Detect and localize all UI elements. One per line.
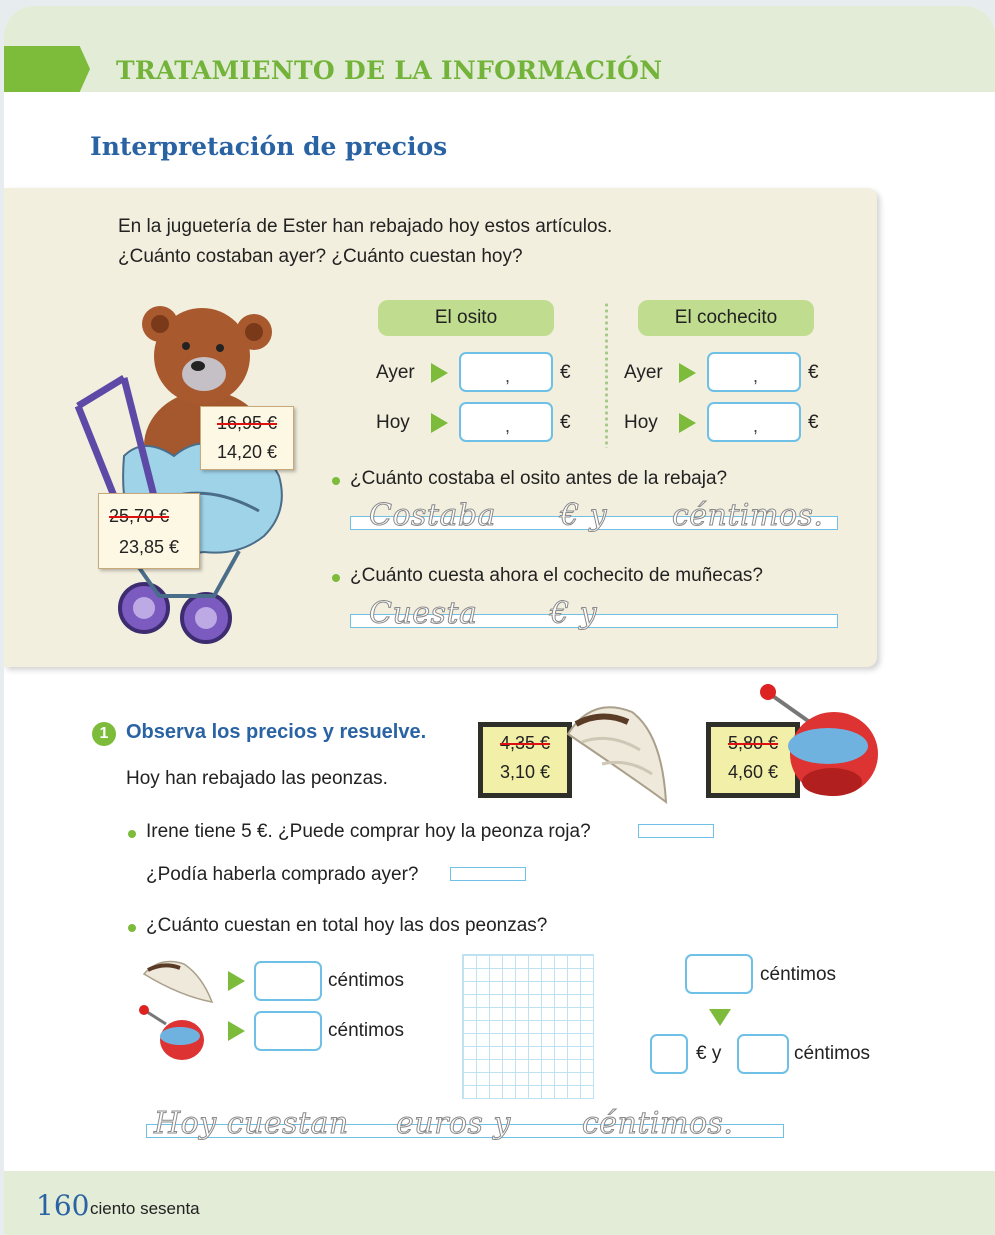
cursive-euro-y: € y xyxy=(550,596,598,631)
toy-illustration xyxy=(64,296,304,656)
bullet-icon xyxy=(332,477,340,485)
white-top-centimos-input[interactable] xyxy=(254,961,322,1001)
pram-price-tag xyxy=(98,493,200,569)
decimal-comma: , xyxy=(753,366,759,386)
osito-header: El osito xyxy=(378,300,554,336)
centimos-label: céntimos xyxy=(760,964,837,985)
question-red-top-yesterday: ¿Podía haberla comprado ayer? xyxy=(146,864,419,885)
euro-y-label: € y xyxy=(696,1043,722,1064)
red-spinning-top-small-icon xyxy=(138,1004,208,1066)
osito-ayer-label: Ayer xyxy=(376,362,415,383)
cursive-centimos: céntimos. xyxy=(672,498,824,533)
arrow-right-icon xyxy=(679,413,696,433)
euro-sign: € xyxy=(560,412,571,433)
cochecito-header: El cochecito xyxy=(638,300,814,336)
osito-hoy-label: Hoy xyxy=(376,412,410,433)
centimos-label: céntimos xyxy=(794,1043,871,1064)
intro-line-1: En la juguetería de Ester han rebajado hoy estos artículos. xyxy=(118,216,613,237)
euro-sign: € xyxy=(808,412,819,433)
decimal-comma: , xyxy=(505,416,511,436)
bullet-icon xyxy=(128,830,136,838)
exercise-number: 1 xyxy=(92,722,116,746)
decimal-comma: , xyxy=(505,366,511,386)
answer-red-top-yesterday[interactable] xyxy=(450,867,526,881)
question-total-today: ¿Cuánto cuestan en total hoy las dos peonzas? xyxy=(146,915,548,936)
cursive-costaba: Costaba xyxy=(369,498,496,533)
exercise-subtitle: Hoy han rebajado las peonzas. xyxy=(126,768,388,789)
centimos-label: céntimos xyxy=(328,970,405,991)
cochecito-ayer-label: Ayer xyxy=(624,362,663,383)
pram-old-price: 25,70 € xyxy=(109,506,170,526)
page-number: 160 xyxy=(36,1189,90,1222)
white-top-price-tag xyxy=(478,722,572,798)
question-cochecito-now: ¿Cuánto cuesta ahora el cochecito de muñecas? xyxy=(350,565,763,586)
exercise-title: Observa los precios y resuelve. xyxy=(126,721,427,743)
bullet-icon xyxy=(128,924,136,932)
bear-new-price: 14,20 € xyxy=(216,442,278,462)
cursive-hoy-cuestan: Hoy cuestan xyxy=(154,1106,349,1141)
centimos-label: céntimos xyxy=(328,1020,405,1041)
white-spinning-top-small-icon xyxy=(140,956,214,1006)
total-euros-input[interactable] xyxy=(650,1034,688,1074)
red-top-old-price: 5,80 € xyxy=(727,733,779,753)
arrow-right-icon xyxy=(679,363,696,383)
arrow-right-icon xyxy=(228,971,245,991)
total-centimos-input[interactable] xyxy=(685,954,753,994)
page-number-words: ciento sesenta xyxy=(90,1199,200,1218)
section-tab-marker xyxy=(4,46,90,92)
arrow-right-icon xyxy=(228,1021,245,1041)
page-title: Interpretación de precios xyxy=(90,132,448,161)
cursive-euro-y: € y xyxy=(560,498,608,533)
euro-sign: € xyxy=(808,362,819,383)
white-top-new-price: 3,10 € xyxy=(499,762,551,782)
bullet-icon xyxy=(332,574,340,582)
red-spinning-top-icon xyxy=(754,682,880,808)
total-remaining-centimos-input[interactable] xyxy=(737,1034,789,1074)
red-top-centimos-input[interactable] xyxy=(254,1011,322,1051)
question-red-top-today: Irene tiene 5 €. ¿Puede comprar hoy la peonza roja? xyxy=(146,821,591,842)
answer-red-top-today[interactable] xyxy=(638,824,714,838)
arrow-down-icon xyxy=(709,1009,731,1026)
column-divider xyxy=(604,302,609,448)
euro-sign: € xyxy=(560,362,571,383)
pram-new-price: 23,85 € xyxy=(118,537,180,557)
question-osito-before: ¿Cuánto costaba el osito antes de la rebaja? xyxy=(350,468,728,489)
calculation-grid[interactable] xyxy=(462,954,594,1099)
section-title: TRATAMIENTO DE LA INFORMACIÓN xyxy=(116,56,663,85)
cursive-euros-y: euros y xyxy=(396,1106,511,1141)
workbook-page xyxy=(4,6,995,1235)
cursive-centimos: céntimos. xyxy=(582,1106,734,1141)
cochecito-hoy-label: Hoy xyxy=(624,412,658,433)
red-top-new-price: 4,60 € xyxy=(727,762,779,782)
intro-line-2: ¿Cuánto costaban ayer? ¿Cuánto cuestan hoy? xyxy=(118,246,523,267)
white-top-old-price: 4,35 € xyxy=(499,733,551,753)
bear-old-price: 16,95 € xyxy=(216,413,278,433)
arrow-right-icon xyxy=(431,413,448,433)
cursive-cuesta: Cuesta xyxy=(369,596,478,631)
decimal-comma: , xyxy=(753,416,759,436)
arrow-right-icon xyxy=(431,363,448,383)
bear-price-tag xyxy=(200,406,294,470)
white-spinning-top-icon xyxy=(562,694,670,810)
